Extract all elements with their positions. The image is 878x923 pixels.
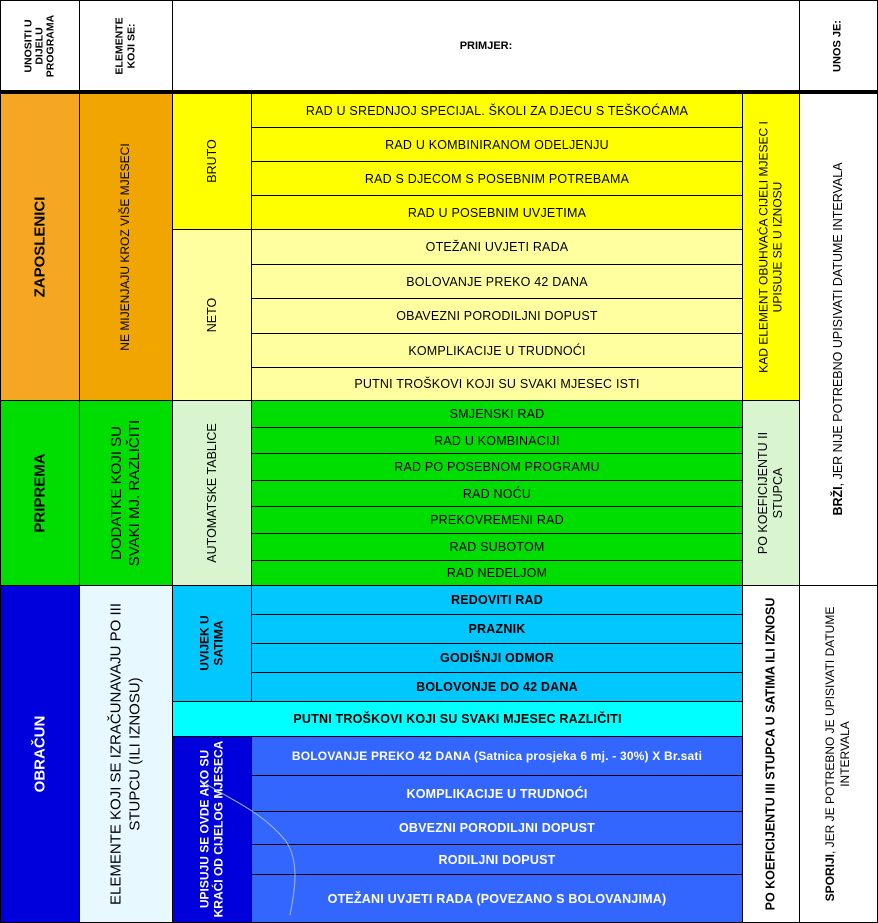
unos-sporiji-bold: SPORIJI [823, 854, 837, 902]
bruto-row: RAD U SREDNJOJ SPECIJAL. ŠKOLI ZA DJECU S TEŠKOĆAMA [252, 94, 742, 127]
unos-brzi-cell [800, 94, 877, 585]
auto-label-cell [173, 401, 251, 585]
unos-sporiji-cell [800, 586, 877, 922]
decorative-curve [190, 760, 330, 920]
priprema-label-cell [1, 401, 79, 585]
zaposlenici-elements-cell [80, 94, 172, 400]
bruto-label: BRUTO [204, 139, 219, 183]
zaposlenici-note: KAD ELEMENT OBUHVAĆA CIJELI MJESEC I UPISUJE SE U IZNOSU [756, 121, 785, 373]
header-separator [0, 90, 878, 94]
unos-brzi-rest: , JER NIJE POTREBNO UPISIVATI DATUME INTERVALA [830, 162, 845, 487]
putni-row: PUTNI TROŠKOVI KOJI SU SVAKI MJESEC RAZLIČITI [173, 702, 742, 736]
bruto-row: RAD U POSEBNIM UVJETIMA [252, 196, 742, 229]
obracun-note-cell [743, 586, 799, 922]
priprema-elements-cell [80, 401, 172, 585]
unos-brzi-bold: BRŽI [830, 486, 845, 516]
upisuju-row: KOMPLIKACIJE U TRUDNOĆI [252, 776, 742, 811]
priprema-note: PO KOEFICIJENTU II STUPCA [756, 431, 785, 555]
neto-label: NETO [204, 297, 219, 333]
header-programa: UNOSITI U DIJELU PROGRAMA [22, 14, 57, 78]
uvijek-row: PRAZNIK [252, 615, 742, 643]
unos-sporiji [823, 604, 853, 904]
obracun-elements: ELEMENTE KOJI SE IZRAČUNAVAJU PO III STUPCU (ILI IZNOSU) [107, 603, 143, 905]
obracun-label: OBRAČUN [31, 715, 49, 793]
upisuju-row: RODILJNI DOPUST [252, 845, 742, 874]
uvijek-row: GODIŠNJI ODMOR [252, 644, 742, 672]
priprema-row: RAD PO POSEBNOM PROGRAMU [252, 454, 742, 480]
uvijek-row: REDOVITI RAD [252, 586, 742, 614]
priprema-elements: DODATKE KOJI SU SVAKI MJ. RAZLIČITI [108, 419, 143, 567]
unos-sporiji-rest: , JER JE POTREBNO JE UPISIVATI DATUME INTERVALA [823, 606, 852, 855]
neto-row: KOMPLIKACIJE U TRUDNOĆI [252, 334, 742, 367]
obracun-elements-cell [80, 586, 172, 922]
zaposlenici-label-cell [1, 94, 79, 400]
priprema-row: SMJENSKI RAD [252, 401, 742, 427]
bruto-row: RAD U KOMBINIRANOM ODELJENJU [252, 128, 742, 161]
priprema-row: RAD NEDELJOM [252, 561, 742, 585]
upisuju-label: UPISUJU SE OVDE AKO SU KRAĆI OD CIJELOG MJESECA [197, 740, 226, 918]
neto-row: OBAVEZNI PORODILJNI DOPUST [252, 299, 742, 333]
priprema-label: PRIPREMA [31, 453, 49, 533]
zaposlenici-note-cell [743, 94, 799, 400]
header-unos-cell [800, 1, 877, 90]
priprema-row: PREKOVREMENI RAD [252, 507, 742, 533]
priprema-row: RAD SUBOTOM [252, 534, 742, 560]
obracun-note: PO KOEFICIJENTU III STUPCA U SATIMA ILI IZNOSU [763, 597, 778, 911]
obracun-label-cell [1, 586, 79, 922]
priprema-note-cell [743, 401, 799, 585]
neto-row: BOLOVANJE PREKO 42 DANA [252, 265, 742, 298]
priprema-row: RAD U KOMBINACIJI [252, 428, 742, 453]
upisuju-row: OBVEZNI PORODILJNI DOPUST [252, 812, 742, 844]
uvijek-label: UVIJEK U SATIMA [197, 615, 226, 671]
zaposlenici-elements: NE MIJENJAJU KROZ VIŠE MJESECI [118, 143, 133, 351]
header-elemente-cell [80, 1, 172, 90]
unos-brzi [831, 162, 845, 515]
header-elemente: ELEMENTE KOJI SE: [113, 17, 137, 75]
header-programa-cell [1, 1, 79, 90]
bruto-label-cell [173, 94, 251, 229]
neto-row: OTEŽANI UVJETI RADA [252, 230, 742, 264]
zaposlenici-label: ZAPOSLENICI [31, 196, 49, 298]
upisuju-row: BOLOVANJE PREKO 42 DANA (Satnica prosjeka 6 mj. - 30%) X Br.sati [252, 737, 742, 775]
upisuju-row: OTEŽANI UVJETI RADA (POVEZANO S BOLOVANJIMA) [252, 875, 742, 922]
neto-row: PUTNI TROŠKOVI KOJI SU SVAKI MJESEC ISTI [252, 368, 742, 400]
neto-label-cell [173, 230, 251, 400]
bruto-row: RAD S DJECOM S POSEBNIM POTREBAMA [252, 162, 742, 195]
header-unos: UNOS JE: [831, 20, 844, 72]
header-primjer: PRIMJER: [173, 1, 799, 90]
auto-label: AUTOMATSKE TABLICE [204, 423, 219, 563]
priprema-row: RAD NOĆU [252, 481, 742, 506]
uvijek-label-cell [173, 586, 251, 701]
uvijek-row: BOLOVONJE DO 42 DANA [252, 673, 742, 701]
